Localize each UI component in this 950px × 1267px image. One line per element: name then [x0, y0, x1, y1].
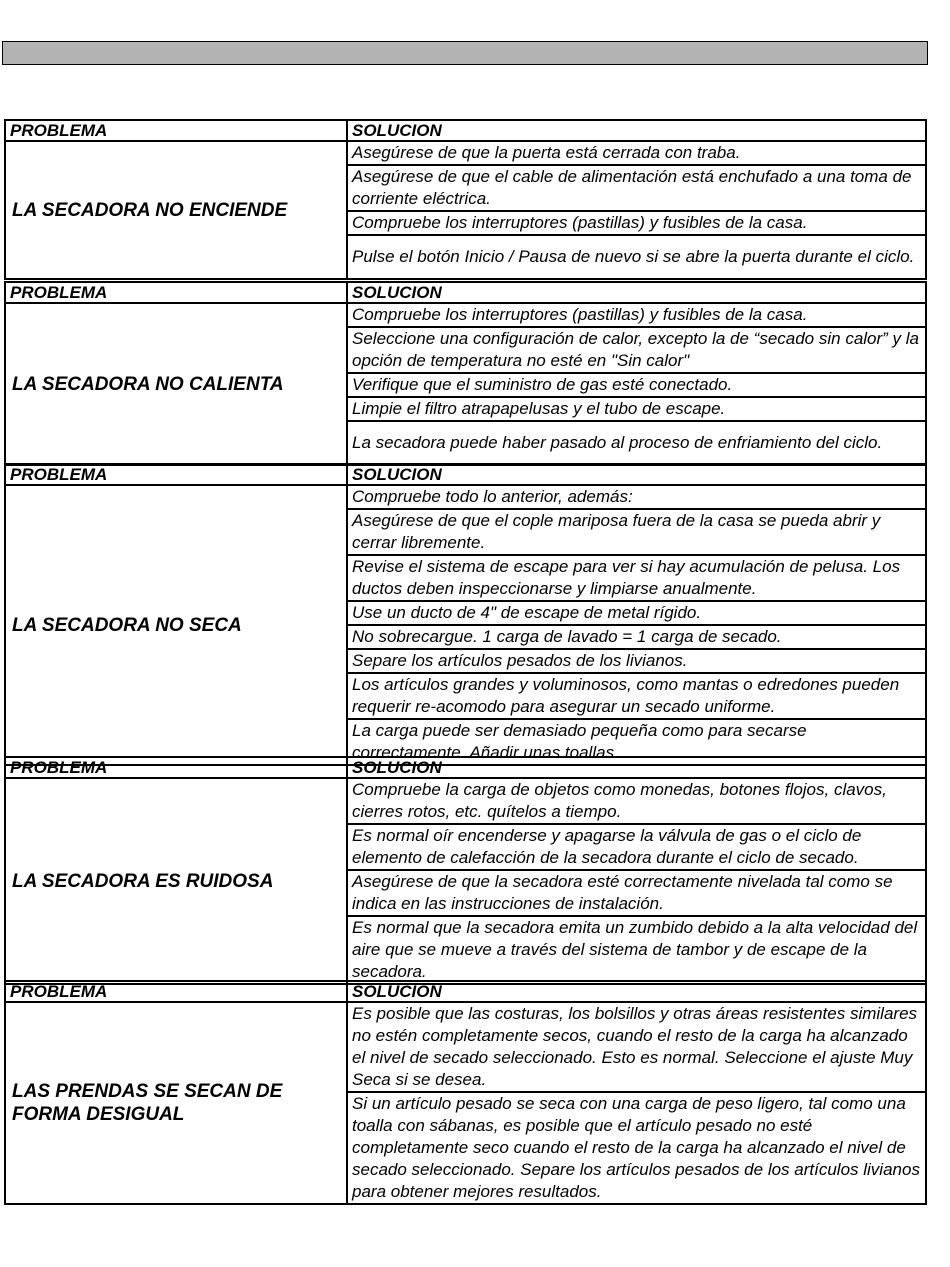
- solution-cell: Use un ducto de 4" de escape de metal rígido.: [347, 601, 926, 625]
- solution-column-header: SOLUCION: [347, 464, 926, 485]
- solution-cell: Asegúrese de que el cable de alimentación está enchufado a una toma de corriente eléctrica.: [347, 165, 926, 211]
- header-bar: [2, 41, 928, 65]
- solution-cell: Asegúrese de que el cople mariposa fuera de la casa se pueda abrir y cerrar libremente.: [347, 509, 926, 555]
- solution-cell: Limpie el filtro atrapapelusas y el tubo de escape.: [347, 397, 926, 421]
- problem-cell: LAS PRENDAS SE SECAN DE FORMA DESIGUAL: [5, 1002, 347, 1204]
- table-row: [5, 1002, 926, 1092]
- table-header-row: [5, 464, 926, 485]
- solution-cell: Si un artículo pesado se seca con una carga de peso ligero, tal como una toalla con sábanas, es posible que el artículo pesado no esté completamente seco cuando el resto de la carga ha alcanzado el nivel de secado seleccionado. Separe los artículos pesados de los artículos livianos para obtener mejores resultados.: [347, 1092, 926, 1204]
- solution-column-header: SOLUCION: [347, 981, 926, 1002]
- solution-cell: Asegúrese de que la puerta está cerrada con traba.: [347, 141, 926, 165]
- problem-column-header: PROBLEMA: [5, 981, 347, 1002]
- solution-cell: Es normal que la secadora emita un zumbido debido a la alta velocidad del aire que se mueve a través del sistema de tambor y de escape de la secadora.: [347, 916, 926, 984]
- solution-cell: Pulse el botón Inicio / Pausa de nuevo si se abre la puerta durante el ciclo.: [347, 235, 926, 279]
- solution-column-header: SOLUCION: [347, 282, 926, 303]
- problem-cell: LA SECADORA NO ENCIENDE: [5, 141, 347, 279]
- problem-column-header: PROBLEMA: [5, 120, 347, 141]
- troubleshooting-table: [4, 980, 927, 1205]
- table-row: [5, 778, 926, 824]
- table-row: [5, 141, 926, 165]
- solution-cell: Compruebe los interruptores (pastillas) y fusibles de la casa.: [347, 303, 926, 327]
- table-header-row: [5, 282, 926, 303]
- solution-cell: No sobrecargue. 1 carga de lavado = 1 carga de secado.: [347, 625, 926, 649]
- troubleshooting-table: [4, 281, 927, 466]
- solution-cell: Es normal oír encenderse y apagarse la válvula de gas o el ciclo de elemento de calefacción de la secadora durante el ciclo de secado.: [347, 824, 926, 870]
- troubleshooting-table: [4, 119, 927, 280]
- solution-cell: Verifique que el suministro de gas esté conectado.: [347, 373, 926, 397]
- solution-cell: Es posible que las costuras, los bolsillos y otras áreas resistentes similares no estén completamente secos, cuando el resto de la carga ha alcanzado el nivel de secado seleccionado. Esto es normal. Seleccione el ajuste Muy Seca si se desea.: [347, 1002, 926, 1092]
- solution-cell: La carga puede ser demasiado pequeña como para secarse correctamente. Añadir unas toallas.: [347, 719, 926, 765]
- table-header-row: [5, 757, 926, 778]
- solution-cell: Compruebe los interruptores (pastillas) y fusibles de la casa.: [347, 211, 926, 235]
- problem-column-header: PROBLEMA: [5, 282, 347, 303]
- solution-cell: Los artículos grandes y voluminosos, como mantas o edredones pueden requerir re-acomodo para asegurar un secado uniforme.: [347, 673, 926, 719]
- table-header-row: [5, 981, 926, 1002]
- problem-cell: LA SECADORA NO SECA: [5, 485, 347, 765]
- table-header-row: [5, 120, 926, 141]
- solution-cell: Seleccione una configuración de calor, excepto la de “secado sin calor” y la opción de temperatura no esté en "Sin calor": [347, 327, 926, 373]
- problem-column-header: PROBLEMA: [5, 464, 347, 485]
- solution-cell: Compruebe la carga de objetos como monedas, botones flojos, clavos, cierres rotos, etc. quítelos a tiempo.: [347, 778, 926, 824]
- problem-column-header: PROBLEMA: [5, 757, 347, 778]
- problem-cell: LA SECADORA NO CALIENTA: [5, 303, 347, 465]
- table-row: [5, 303, 926, 327]
- solution-column-header: SOLUCION: [347, 120, 926, 141]
- table-row: [5, 485, 926, 509]
- solution-cell: Revise el sistema de escape para ver si hay acumulación de pelusa. Los ductos deben inspeccionarse y limpiarse anualmente.: [347, 555, 926, 601]
- problem-cell: LA SECADORA ES RUIDOSA: [5, 778, 347, 984]
- solution-cell: La secadora puede haber pasado al proceso de enfriamiento del ciclo.: [347, 421, 926, 465]
- solution-column-header: SOLUCION: [347, 757, 926, 778]
- solution-cell: Asegúrese de que la secadora esté correctamente nivelada tal como se indica en las instrucciones de instalación.: [347, 870, 926, 916]
- solution-cell: Compruebe todo lo anterior, además:: [347, 485, 926, 509]
- troubleshooting-table: [4, 463, 927, 766]
- troubleshooting-table: [4, 756, 927, 985]
- solution-cell: Separe los artículos pesados de los livianos.: [347, 649, 926, 673]
